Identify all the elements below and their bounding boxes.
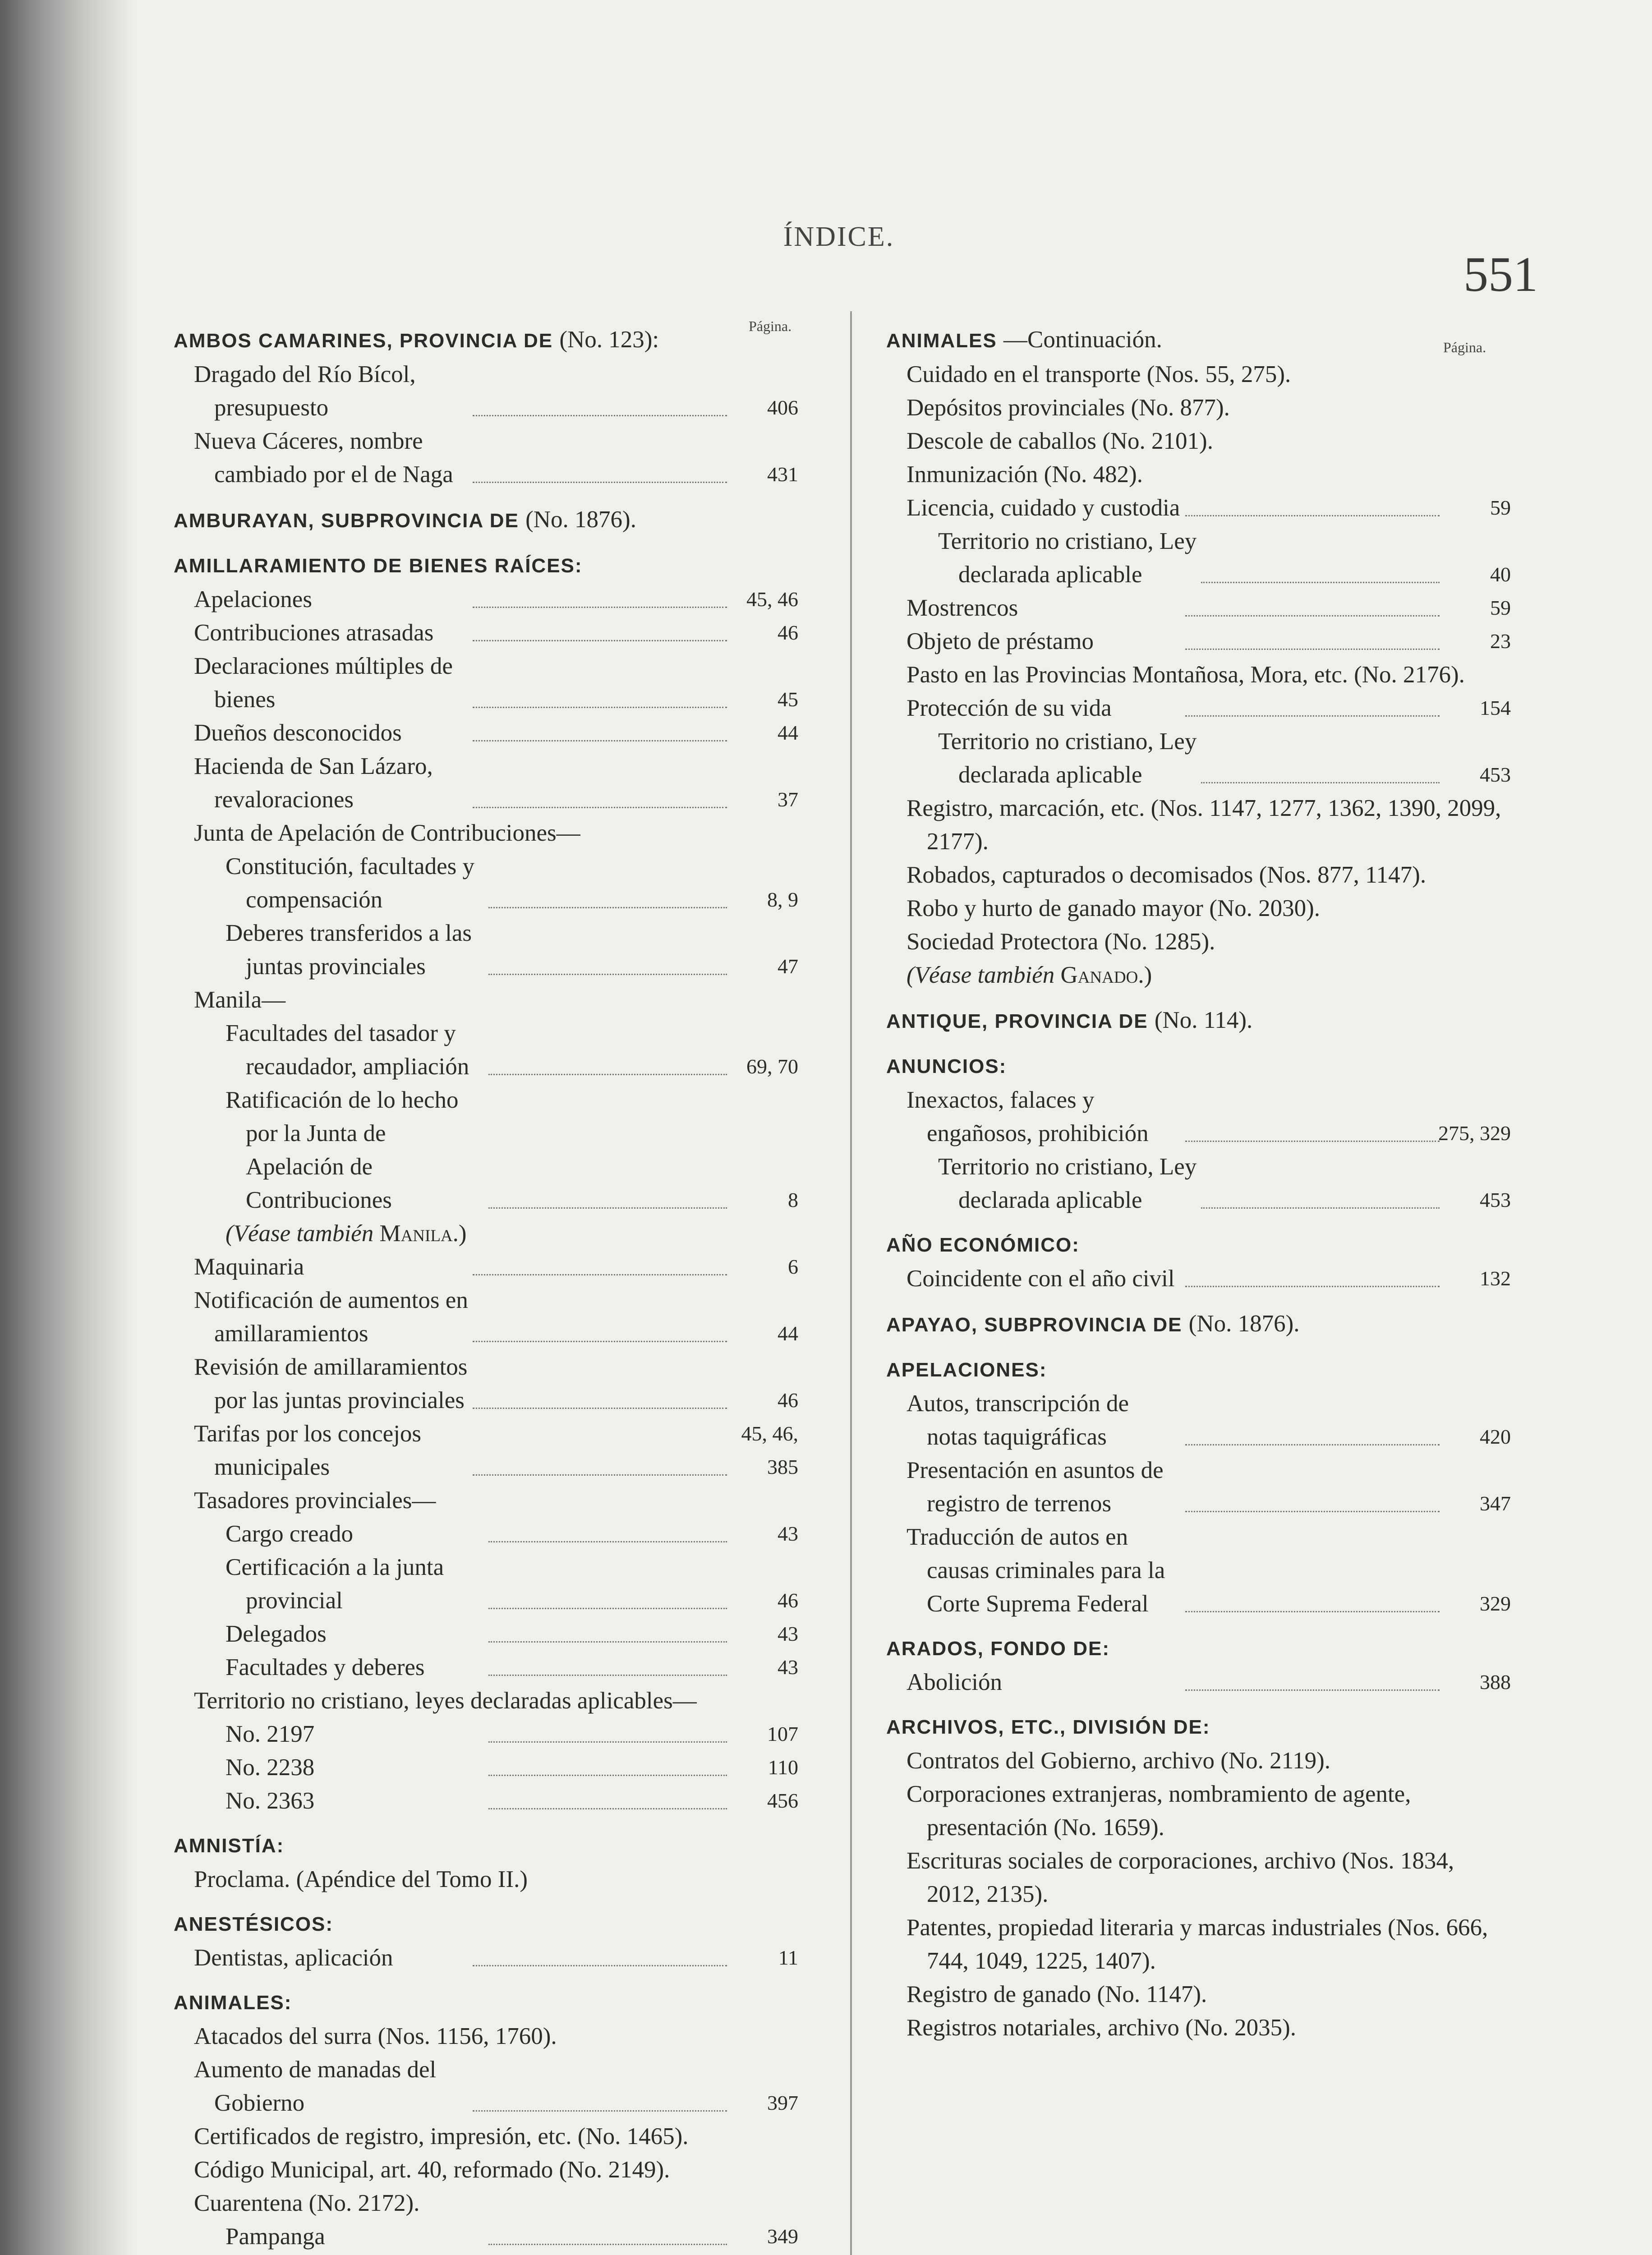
entry-text: Presentación en asuntos de registro de terrenos — [907, 1457, 1164, 1517]
entry-page: 43 — [778, 1622, 798, 1645]
index-entry — [174, 1784, 798, 1818]
index-entry-plain — [174, 2120, 798, 2153]
index-entry — [886, 1150, 1511, 1217]
index-heading — [886, 1353, 1511, 1387]
entry-text: Certificados de registro, impresión, etc. (No. 1465). — [194, 2123, 689, 2149]
dot-leader — [488, 1675, 727, 1676]
index-entry-plain — [886, 424, 1511, 458]
pagina-label-left: Página. — [749, 318, 792, 334]
index-entry — [174, 1083, 798, 1217]
entry-text: Abolición — [907, 1669, 1002, 1695]
heading-tail: (No. 1876). — [1188, 1311, 1300, 1337]
entry-text: Notificación de aumentos en amillaramientos — [194, 1287, 468, 1347]
entry-text: Dueños desconocidos — [194, 720, 402, 746]
entry-text: Coincidente con el año civil — [907, 1266, 1175, 1292]
entry-text: Aumento de manadas del Gobierno — [194, 2057, 437, 2116]
heading-text: ANIMALES: — [174, 1992, 292, 2014]
heading-tail: (No. 123): — [559, 327, 659, 353]
entry-text: Descole de caballos (No. 2101). — [907, 428, 1213, 454]
entry-page: 6 — [788, 1255, 798, 1278]
entry-page: 45, 46, 385 — [741, 1422, 798, 1478]
index-entry-plain — [886, 391, 1511, 424]
entry-page: 59 — [1490, 496, 1511, 519]
entry-page: 453 — [1480, 763, 1511, 786]
index-heading — [886, 1229, 1511, 1262]
index-entry — [174, 850, 798, 916]
see-also-ref: Ganado.) — [1060, 962, 1152, 988]
entry-text: Territorio no cristiano, Ley declarada aplicable — [938, 728, 1197, 788]
entry-text: Dragado del Río Bícol, presupuesto — [194, 361, 416, 421]
entry-page: 329 — [1480, 1592, 1511, 1615]
index-entry — [174, 1551, 798, 1617]
dot-leader — [473, 2110, 727, 2112]
entry-text: Inexactos, falaces y engañosos, prohibición — [907, 1087, 1149, 1146]
index-entry-plain — [886, 1744, 1511, 1777]
index-entry — [886, 1454, 1511, 1520]
entry-text: Registros notariales, archivo (No. 2035). — [907, 2015, 1296, 2041]
dot-leader — [1201, 582, 1440, 583]
dot-leader — [1185, 515, 1440, 516]
entry-text: Junta de Apelación de Contribuciones— — [194, 820, 580, 846]
heading-tail: (No. 114). — [1154, 1007, 1253, 1033]
index-heading — [886, 1632, 1511, 1666]
index-entry — [886, 625, 1511, 658]
entry-text: Revisión de amillaramientos por las juntas provinciales — [194, 1354, 468, 1413]
index-entry — [886, 1083, 1511, 1150]
index-entry — [174, 1417, 798, 1484]
index-entry-plain — [174, 2020, 798, 2053]
dot-leader — [488, 1608, 727, 1609]
entry-text: Facultades del tasador y recaudador, ampliación — [225, 1020, 469, 1080]
heading-text: ARADOS, FONDO DE: — [886, 1638, 1110, 1660]
entry-page: 388 — [1480, 1671, 1511, 1694]
dot-leader — [1185, 1511, 1440, 1512]
entry-text: Dentistas, aplicación — [194, 1945, 393, 1971]
entry-page: 46 — [778, 1389, 798, 1412]
entry-page: 347 — [1480, 1492, 1511, 1515]
entry-page: 45, 46 — [746, 588, 798, 611]
entry-text: Territorio no cristiano, Ley declarada aplicable — [938, 1154, 1197, 1213]
page-number: 551 — [1463, 247, 1538, 302]
index-heading — [886, 1003, 1511, 1038]
entry-text: Cuidado en el transporte (Nos. 55, 275). — [907, 361, 1291, 387]
entry-text: Contribuciones atrasadas — [194, 620, 434, 646]
entry-page: 44 — [778, 1322, 798, 1345]
entry-text: Mostrencos — [907, 595, 1018, 621]
entry-text: Sociedad Protectora (No. 1285). — [907, 929, 1215, 955]
heading-text: ANUNCIOS: — [886, 1055, 1007, 1077]
entry-text: Pampanga — [225, 2223, 325, 2250]
index-entry — [174, 358, 798, 424]
entry-page: 132 — [1480, 1267, 1511, 1290]
entry-page: 110 — [768, 1756, 798, 1779]
entry-text: Nueva Cáceres, nombre cambiado por el de Naga — [194, 428, 453, 488]
index-entry — [886, 1262, 1511, 1295]
index-heading — [174, 323, 798, 358]
dot-leader — [473, 740, 727, 741]
index-heading — [174, 549, 798, 583]
see-also-text: (Véase también — [225, 1220, 374, 1247]
entry-text: Escrituras sociales de corporaciones, archivo (Nos. 1834, 2012, 2135). — [907, 1848, 1454, 1907]
entry-text: Robo y hurto de ganado mayor (No. 2030). — [907, 895, 1321, 921]
index-heading — [886, 1711, 1511, 1744]
index-entry-plain — [886, 1844, 1511, 1911]
entry-text: Constitución, facultades y compensación — [225, 853, 474, 913]
entry-text: Código Municipal, art. 40, reformado (No. 2149). — [194, 2157, 670, 2183]
index-entry — [174, 424, 798, 491]
dot-leader — [488, 974, 727, 975]
dot-leader — [473, 707, 727, 708]
index-entry-plain — [886, 1911, 1511, 1978]
index-entry — [886, 1387, 1511, 1454]
heading-text: ARCHIVOS, ETC., DIVISIÓN DE: — [886, 1716, 1210, 1738]
index-entry-plain — [886, 892, 1511, 925]
dot-leader — [473, 415, 727, 416]
index-entry — [886, 491, 1511, 525]
entry-text: Inmunización (No. 482). — [907, 461, 1143, 488]
dot-leader — [488, 2244, 727, 2245]
entry-text: Protección de su vida — [907, 695, 1112, 721]
index-entry — [174, 1941, 798, 1974]
index-entry-plain — [174, 2186, 798, 2220]
heading-text: ANESTÉSICOS: — [174, 1913, 334, 1935]
entry-text: Robados, capturados o decomisados (Nos. 877, 1147). — [907, 862, 1427, 888]
pagina-label-right: Página. — [1443, 339, 1486, 355]
dot-leader — [473, 1274, 727, 1275]
entry-text: Licencia, cuidado y custodia — [907, 495, 1180, 521]
entry-text: Tarifas por los concejos municipales — [194, 1421, 422, 1480]
entry-page: 44 — [778, 721, 798, 744]
dot-leader — [488, 1074, 727, 1075]
index-entry-plain — [886, 358, 1511, 391]
dot-leader — [1185, 615, 1440, 617]
index-entry — [174, 816, 798, 850]
entry-page: 37 — [778, 788, 798, 811]
dot-leader — [488, 1775, 727, 1776]
index-entry — [174, 2220, 798, 2253]
dot-leader — [1201, 782, 1440, 783]
heading-text: APAYAO, SUBPROVINCIA DE — [886, 1314, 1183, 1336]
dot-leader — [1185, 649, 1440, 650]
entry-text: Corporaciones extranjeras, nombramiento de agente, presentación (No. 1659). — [907, 1781, 1411, 1841]
index-entry — [174, 716, 798, 750]
index-entry — [174, 1017, 798, 1083]
index-entry — [174, 1484, 798, 1517]
entry-page: 46 — [778, 1589, 798, 1612]
entry-page: 40 — [1490, 563, 1511, 586]
entry-text: Depósitos provinciales (No. 877). — [907, 395, 1230, 421]
entry-page: 107 — [767, 1722, 798, 1745]
entry-text: Hacienda de San Lázaro, revaloraciones — [194, 753, 433, 813]
book-spine-shadow — [0, 0, 135, 2255]
index-entry — [174, 1684, 798, 1717]
index-entry-plain — [886, 925, 1511, 958]
index-entry-plain — [886, 858, 1511, 892]
entry-page: 453 — [1480, 1188, 1511, 1211]
entry-text: Proclama. (Apéndice del Tomo II.) — [194, 1866, 528, 1892]
dot-leader — [488, 1541, 727, 1542]
index-heading — [886, 1307, 1511, 1342]
index-entry — [886, 525, 1511, 591]
dot-leader — [473, 607, 727, 608]
entry-text: Atacados del surra (Nos. 1156, 1760). — [194, 2023, 557, 2049]
heading-text: AMBURAYAN, SUBPROVINCIA DE — [174, 510, 519, 532]
index-column-left — [174, 311, 798, 2253]
entry-page: 8 — [788, 1188, 798, 1211]
heading-text: AMBOS CAMARINES, PROVINCIA DE — [174, 330, 553, 352]
index-heading — [174, 1829, 798, 1863]
dot-leader — [488, 1741, 727, 1743]
entry-text: Patentes, propiedad literaria y marcas industriales (Nos. 666, 744, 1049, 1225, 1407). — [907, 1914, 1488, 1974]
index-entry — [174, 583, 798, 616]
see-also-entry — [174, 1217, 798, 1250]
entry-text: No. 2197 — [225, 1721, 315, 1747]
index-entry — [886, 591, 1511, 625]
entry-text: Deberes transferidos a las juntas provinciales — [225, 920, 472, 980]
entry-page: 154 — [1480, 696, 1511, 719]
index-entry — [886, 725, 1511, 792]
index-heading — [174, 1908, 798, 1941]
entry-page: 431 — [767, 463, 798, 486]
index-heading — [174, 1986, 798, 2020]
index-entry — [174, 649, 798, 716]
entry-text: Delegados — [225, 1621, 327, 1647]
dot-leader — [1185, 1689, 1440, 1691]
entry-text: Ratificación de lo hecho por la Junta de Apelación de Contribuciones — [225, 1087, 459, 1213]
see-also-ref: Manila.) — [379, 1220, 467, 1247]
entry-text: Manila— — [194, 987, 286, 1013]
index-entry — [174, 916, 798, 983]
entry-text: No. 2238 — [225, 1754, 315, 1781]
dot-leader — [488, 1641, 727, 1643]
entry-text: Contratos del Gobierno, archivo (No. 2119). — [907, 1748, 1331, 1774]
entry-page: 69, 70 — [746, 1055, 798, 1078]
dot-leader — [1185, 1611, 1440, 1612]
entry-text: Cargo creado — [225, 1521, 354, 1547]
dot-leader — [488, 1207, 727, 1209]
entry-page: 46 — [778, 621, 798, 644]
entry-page: 406 — [767, 396, 798, 419]
entry-page: 23 — [1490, 630, 1511, 653]
dot-leader — [473, 1965, 727, 1966]
heading-text: APELACIONES: — [886, 1359, 1047, 1381]
see-also-text: (Véase también — [907, 962, 1055, 988]
index-column-right — [886, 311, 1511, 2044]
heading-text: ANTIQUE, PROVINCIA DE — [886, 1010, 1148, 1032]
index-entry — [174, 1517, 798, 1551]
entry-page: 456 — [767, 1789, 798, 1812]
entry-page: 47 — [778, 955, 798, 978]
entry-text: Declaraciones múltiples de bienes — [194, 653, 453, 713]
index-entry — [886, 1666, 1511, 1699]
column-divider — [850, 311, 852, 2255]
dot-leader — [1201, 1207, 1440, 1209]
running-title: ÍNDICE. — [783, 221, 895, 252]
entry-text: Territorio no cristiano, Ley declarada aplicable — [938, 528, 1197, 588]
heading-text: AMNISTÍA: — [174, 1835, 285, 1857]
heading-text: AÑO ECONÓMICO: — [886, 1234, 1080, 1256]
index-entry-plain — [886, 792, 1511, 858]
index-entry — [174, 983, 798, 1017]
entry-page: 275, 329 — [1438, 1122, 1511, 1145]
entry-text: Pasto en las Provincias Montañosa, Mora, etc. (No. 2176). — [907, 662, 1465, 688]
entry-text: Territorio no cristiano, leyes declaradas aplicables— — [194, 1688, 697, 1714]
dot-leader — [473, 1474, 727, 1476]
entry-page: 397 — [767, 2091, 798, 2114]
dot-leader — [1185, 1141, 1440, 1142]
index-entry — [174, 2053, 798, 2120]
heading-text: ANIMALES — [886, 330, 997, 352]
entry-page: 11 — [778, 1946, 798, 1969]
index-entry-plain — [886, 2011, 1511, 2044]
index-entry — [886, 1520, 1511, 1620]
heading-tail: —Continuación. — [1003, 327, 1162, 353]
index-entry — [174, 750, 798, 816]
see-also-entry — [886, 958, 1511, 992]
index-entry — [174, 616, 798, 649]
dot-leader — [1185, 715, 1440, 717]
index-heading — [886, 323, 1511, 358]
entry-text: No. 2363 — [225, 1788, 315, 1814]
dot-leader — [473, 1341, 727, 1342]
index-entry-plain — [886, 1978, 1511, 2011]
entry-text: Apelaciones — [194, 586, 312, 612]
dot-leader — [473, 807, 727, 808]
entry-text: Objeto de préstamo — [907, 628, 1094, 654]
entry-page: 8, 9 — [767, 888, 798, 911]
entry-text: Facultades y deberes — [225, 1654, 425, 1680]
entry-page: 59 — [1490, 596, 1511, 619]
entry-page: 43 — [778, 1522, 798, 1545]
entry-page: 45 — [778, 688, 798, 711]
dot-leader — [1185, 1286, 1440, 1287]
entry-text: Registro, marcación, etc. (Nos. 1147, 1277, 1362, 1390, 2099, 2177). — [907, 795, 1501, 855]
entry-text: Registro de ganado (No. 1147). — [907, 1981, 1207, 2007]
index-entry-plain — [174, 1863, 798, 1896]
index-entry-plain — [174, 2153, 798, 2186]
entry-text: Cuarentena (No. 2172). — [194, 2190, 420, 2216]
entry-text: Autos, transcripción de notas taquigráficas — [907, 1390, 1129, 1450]
heading-tail: (No. 1876). — [525, 506, 636, 533]
index-entry-plain — [886, 458, 1511, 491]
dot-leader — [473, 482, 727, 483]
dot-leader — [473, 640, 727, 641]
heading-text: AMILLARAMIENTO DE BIENES RAÍCES: — [174, 555, 583, 577]
entry-text: Traducción de autos en causas criminales para la Corte Suprema Federal — [907, 1524, 1165, 1617]
entry-text: Tasadores provinciales— — [194, 1487, 436, 1514]
entry-page: 420 — [1480, 1425, 1511, 1448]
index-entry — [174, 1350, 798, 1417]
index-entry — [174, 1250, 798, 1284]
index-entry-plain — [886, 658, 1511, 691]
index-entry — [174, 1617, 798, 1651]
dot-leader — [473, 1408, 727, 1409]
index-heading — [886, 1050, 1511, 1083]
entry-text: Maquinaria — [194, 1254, 304, 1280]
index-entry-plain — [886, 1777, 1511, 1844]
index-heading — [174, 503, 798, 538]
dot-leader — [488, 907, 727, 908]
index-entry — [174, 1651, 798, 1684]
dot-leader — [488, 1808, 727, 1809]
dot-leader — [1185, 1444, 1440, 1445]
entry-text: Certificación a la junta provincial — [225, 1554, 444, 1614]
index-entry — [174, 1284, 798, 1350]
entry-page: 349 — [767, 2225, 798, 2248]
entry-page: 43 — [778, 1656, 798, 1679]
index-entry — [174, 1751, 798, 1784]
index-entry — [174, 1717, 798, 1751]
index-entry — [886, 691, 1511, 725]
